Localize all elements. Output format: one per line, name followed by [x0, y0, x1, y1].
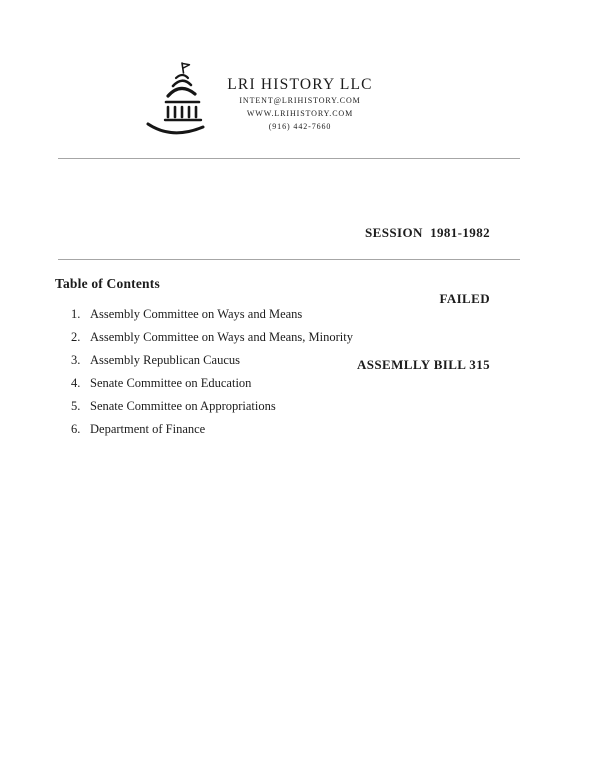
company-name: LRI HISTORY LLC: [227, 76, 373, 93]
header-divider: [58, 158, 520, 159]
toc-item: [71, 422, 353, 445]
toc-item-label: Assembly Committee on Ways and Means, Minority: [90, 330, 353, 344]
toc-item: [71, 330, 353, 353]
email-text: INTENT@LRIHISTORY.COM: [239, 96, 361, 105]
toc-item-label: Senate Committee on Education: [90, 376, 252, 390]
toc-item-number: 3.: [71, 353, 81, 367]
toc-item-label: Senate Committee on Appropriations: [90, 399, 276, 413]
toc-item-number: 6.: [71, 422, 81, 436]
capitol-icon: [145, 60, 207, 138]
toc-item-number: 1.: [71, 307, 81, 321]
toc-item-label: Assembly Republican Caucus: [90, 353, 240, 367]
status-line: FAILED: [439, 291, 490, 306]
toc-item-number: 4.: [71, 376, 81, 390]
toc-title: Table of Contents: [55, 276, 160, 291]
toc-item-label: Department of Finance: [90, 422, 206, 436]
toc-item: [71, 376, 353, 399]
phone-text: (916) 442-7660: [268, 122, 332, 131]
section-divider: [58, 259, 520, 260]
toc-list: [71, 307, 353, 445]
toc-item-label: Assembly Committee on Ways and Means: [90, 307, 303, 321]
session-block: [357, 178, 490, 420]
toc-item-number: 2.: [71, 330, 81, 344]
toc-item: [71, 307, 353, 330]
bill-line: ASSEMLLY BILL 315: [357, 357, 490, 372]
toc-item: [71, 399, 353, 422]
toc-item-number: 5.: [71, 399, 81, 413]
masthead: [205, 76, 395, 133]
session-line: SESSION 1981-1982: [365, 225, 490, 240]
toc-item: [71, 353, 353, 376]
website-text: WWW.LRIHISTORY.COM: [246, 109, 354, 118]
